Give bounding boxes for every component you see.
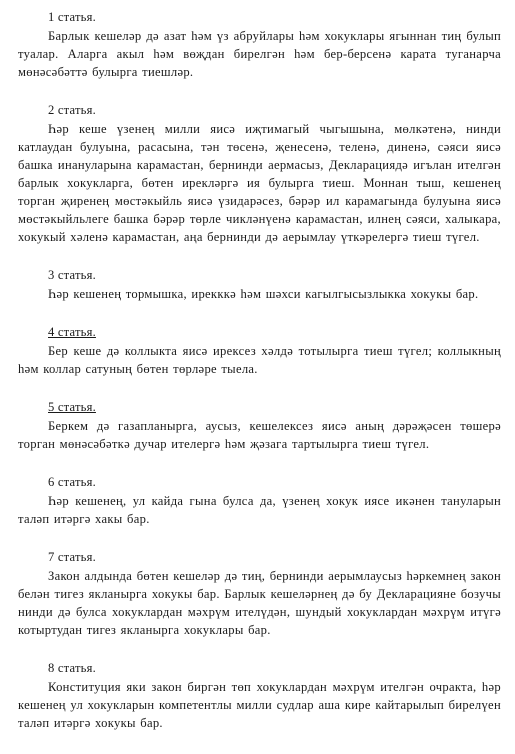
- article-text: Һәр кешенең тормышка, ирекккә һәм шәхси кагылгысызлыкка хокукы бар.: [48, 287, 479, 301]
- article-text: Беркем дә газапланырга, аусыз, кешелексез яисә аның дәрәҗәсен төшерә торган мөнәсәбәткә дучар ителергә һәм җәзага тартылырга тиеш түгел.: [18, 419, 501, 451]
- article-4: [18, 323, 501, 378]
- article-7: [18, 548, 501, 639]
- article-5: [18, 398, 501, 453]
- article-heading: 1 статья.: [48, 10, 96, 24]
- article-heading: 7 статья.: [48, 550, 96, 564]
- article-heading: 5 статья.: [48, 400, 96, 414]
- article-8: [18, 659, 501, 732]
- article-text: Барлык кешеләр дә азат һәм үз абруйлары һәм хокуклары ягыннан тиң булып туалар. Аларга акыл һәм вөҗдан бирелгән һәм бер-берсенә карата туганарча мөнәсәбәттә булырга тиешләр.: [18, 29, 501, 79]
- article-1: [18, 8, 501, 81]
- article-heading: 8 статья.: [48, 661, 96, 675]
- article-3: [18, 266, 501, 303]
- article-heading: 4 статья.: [48, 325, 96, 339]
- article-text: Һәр кешенең, ул кайда гына булса да, үзенең хокук иясе икәнен тануларын таләп итәргә хакы бар.: [18, 494, 501, 526]
- article-6: [18, 473, 501, 528]
- article-heading: 6 статья.: [48, 475, 96, 489]
- article-text: Һәр кеше үзенең милли яисә иҗтимагый чыгышына, мөлкәтенә, нинди катлаудан булуына, расасына, тән төсенә, җенесенә, теленә, диненә, сәяси яисә башка инануларына карамастан, бернинди аермасыз, Декларациядә игълан ителгән барлык хокукларга, бөтен ирекләргә ия булырга тиеш. Моннан тыш, кешенең торган җиренең мөстәкыйль яисә үзидарәсез, бәрәр ил карамагында булуына яисә мөстәкыйльлеге башка бәрәр төрле чикләнүенә карамастан, илнең сәяси, халыкара, хокукый хәленә карамастан, аңа бернинди дә аерымлау үткәрелергә тиеш түгел.: [18, 122, 501, 244]
- article-text: Конституция яки закон биргән төп хокуклардан мәхрүм ителгән очракта, һәр кешенең ул хокукларын компетентлы милли судлар аша кире кайтарылып бирелүен таләп итәргә хокукы бар.: [18, 680, 501, 730]
- article-heading: 3 статья.: [48, 268, 96, 282]
- article-text: Закон алдында бөтен кешеләр дә тиң, бернинди аерымлаусыз һәркемнең закон белән тигез якланырга хокукы бар. Барлык кешеләрнең дә бу Декларацияне бозучы нинди дә булса хокуклардан мәхрүм ителүдән, шундый хокуклардан мәхрүм итүгә котыртудан тигез якланырга хокуклары бар.: [18, 569, 501, 637]
- article-2: [18, 101, 501, 246]
- article-text: Бер кеше дә коллыкта яисә ирексез хәлдә тотылырга тиеш түгел; коллыкның һәм коллар сатуның бөтен төрләре тыела.: [18, 344, 501, 376]
- article-heading: 2 статья.: [48, 103, 96, 117]
